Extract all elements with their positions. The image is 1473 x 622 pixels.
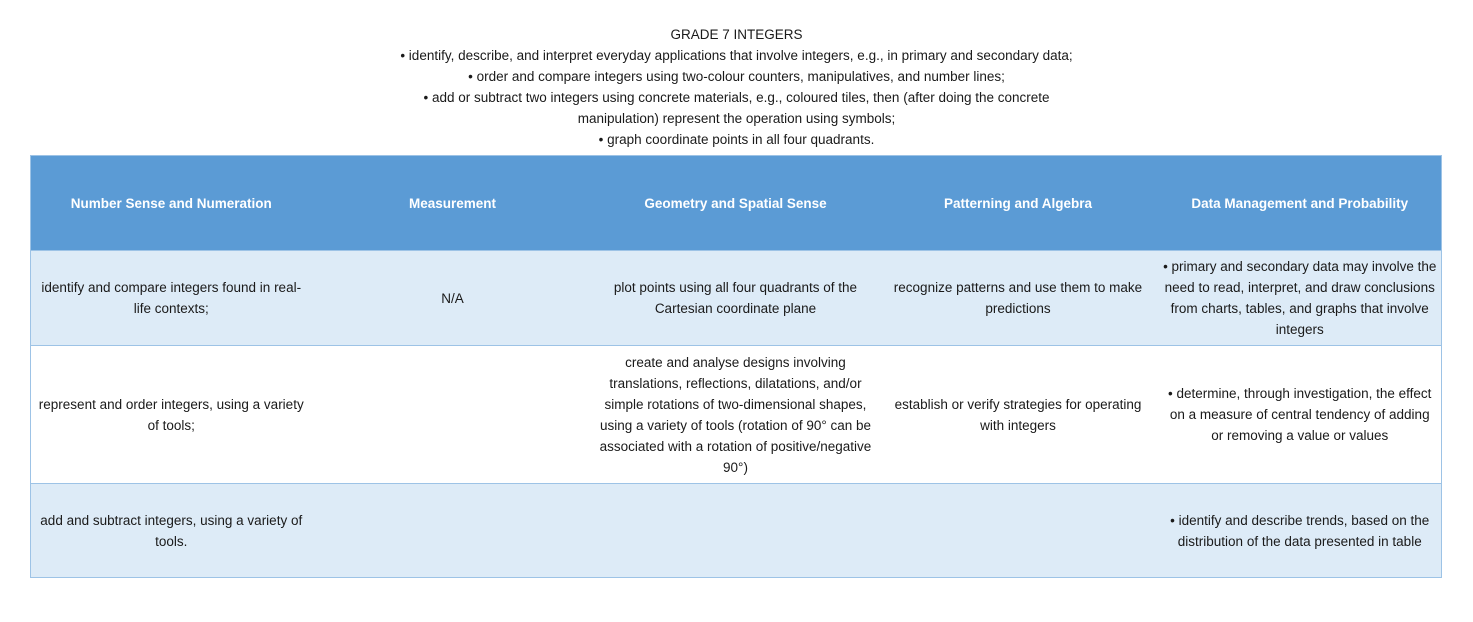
intro-line: • identify, describe, and interpret everyday applications that involve integers, e.g., in primary and secondary data; (400, 48, 1073, 63)
table-cell: • determine, through investigation, the effect on a measure of central tendency of adding or removing a value or values (1159, 346, 1442, 484)
intro-line: manipulation) represent the operation using symbols; (577, 111, 896, 126)
table-cell: establish or verify strategies for operating with integers (878, 346, 1159, 484)
table-cell: add and subtract integers, using a variety of tools. (31, 484, 312, 578)
table-cell: • primary and secondary data may involve the need to read, interpret, and draw conclusions from charts, tables, and graphs that involve integers (1159, 251, 1442, 346)
curriculum-table (30, 155, 1442, 578)
table-cell: create and analyse designs involving translations, reflections, dilatations, and/or simple rotations of two-dimensional shapes, using a variety of tools (rotation of 90° can be associated with a rotation of positive/negative 90°) (594, 346, 878, 484)
intro-line: • order and compare integers using two-colour counters, manipulatives, and number lines; (468, 69, 1005, 84)
table-cell (878, 484, 1159, 578)
column-header-number-sense: Number Sense and Numeration (31, 156, 312, 251)
table-cell: • identify and describe trends, based on the distribution of the data presented in table (1159, 484, 1442, 578)
column-header-data-management: Data Management and Probability (1159, 156, 1442, 251)
table-cell (594, 484, 878, 578)
page-title: GRADE 7 INTEGERS (670, 27, 803, 42)
table-cell: recognize patterns and use them to make predictions (878, 251, 1159, 346)
table-cell: represent and order integers, using a variety of tools; (31, 346, 312, 484)
table-cell (312, 484, 594, 578)
column-header-patterning: Patterning and Algebra (878, 156, 1159, 251)
table-row (31, 251, 1442, 346)
column-header-measurement: Measurement (312, 156, 594, 251)
table-row (31, 484, 1442, 578)
table-row (31, 346, 1442, 484)
table-header-row (31, 156, 1442, 251)
table-cell: identify and compare integers found in real-life contexts; (31, 251, 312, 346)
intro-block (0, 24, 1473, 150)
table-cell: N/A (312, 251, 594, 346)
intro-line: • add or subtract two integers using concrete materials, e.g., coloured tiles, then (after doing the concrete (423, 90, 1050, 105)
intro-line: • graph coordinate points in all four quadrants. (598, 132, 875, 147)
table-cell (312, 346, 594, 484)
column-header-geometry: Geometry and Spatial Sense (594, 156, 878, 251)
table-cell: plot points using all four quadrants of the Cartesian coordinate plane (594, 251, 878, 346)
